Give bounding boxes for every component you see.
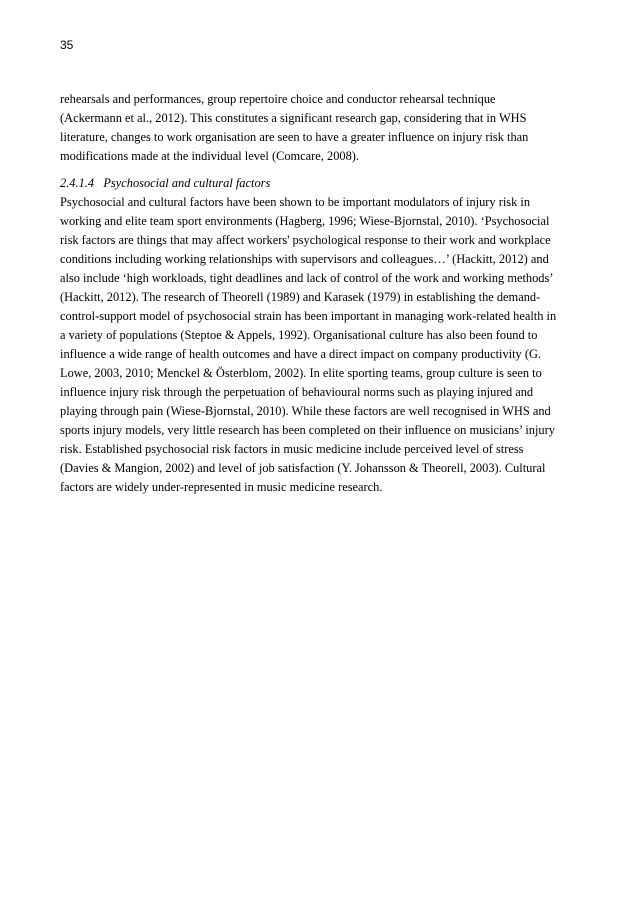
text-line: (Hackitt, 2012). The research of Theorell (1989) and Karasek (1979) in establishing the demand- bbox=[60, 290, 541, 304]
text-line: rehearsals and performances, group repertoire choice and conductor rehearsal technique bbox=[60, 92, 496, 106]
text-line: a variety of populations (Steptoe & Appels, 1992). Organisational culture has also been found to bbox=[60, 328, 538, 342]
text-line: factors are widely under-represented in music medicine research. bbox=[60, 480, 383, 494]
text-line: (Ackermann et al., 2012). This constitutes a significant research gap, considering that in WHS bbox=[60, 111, 527, 125]
text-line: influence a wide range of health outcomes and have a direct impact on company productivity (G. bbox=[60, 347, 541, 361]
text-line: playing through pain (Wiese-Bjornstal, 2010). While these factors are well recognised in WHS and bbox=[60, 404, 551, 418]
paragraph-continuation bbox=[60, 90, 580, 166]
text-line: Lowe, 2003, 2010; Menckel & Österblom, 2002). In elite sporting teams, group culture is seen to bbox=[60, 366, 542, 380]
section-heading: 2.4.1.4 Psychosocial and cultural factors bbox=[60, 176, 271, 190]
text-line: influence injury risk through the perpetuation of behavioural norms such as playing injured and bbox=[60, 385, 534, 399]
text-line: sports injury models, very little research has been completed on their influence on musicians’ injury bbox=[60, 423, 555, 437]
text-line: also include ‘high workloads, tight deadlines and lack of control of the work and working methods’ bbox=[60, 271, 554, 285]
text-line: modifications made at the individual level (Comcare, 2008). bbox=[60, 149, 360, 163]
text-line: conditions including working relationships with supervisors and colleagues…’ (Hackitt, 2012) and bbox=[60, 252, 549, 266]
text-line: Psychosocial and cultural factors have been shown to be important modulators of injury risk in bbox=[60, 195, 531, 209]
text-line: literature, changes to work organisation are seen to have a greater influence on injury risk than bbox=[60, 130, 529, 144]
text-line: working and elite team sport environments (Hagberg, 1996; Wiese-Bjornstal, 2010). ‘Psychosocial bbox=[60, 214, 550, 228]
text-line: risk. Established psychosocial risk factors in music medicine include perceived level of stress bbox=[60, 442, 524, 456]
text-line: (Davies & Mangion, 2002) and level of job satisfaction (Y. Johansson & Theorell, 2003). Cultural bbox=[60, 461, 546, 475]
text-line: control-support model of psychosocial strain has been important in managing work-related health in bbox=[60, 309, 557, 323]
page-number: 35 bbox=[60, 38, 74, 52]
text-line: risk factors are things that may affect workers' psychological response to their work and workplace bbox=[60, 233, 551, 247]
section-psychosocial bbox=[60, 174, 580, 497]
body-text bbox=[60, 90, 580, 497]
